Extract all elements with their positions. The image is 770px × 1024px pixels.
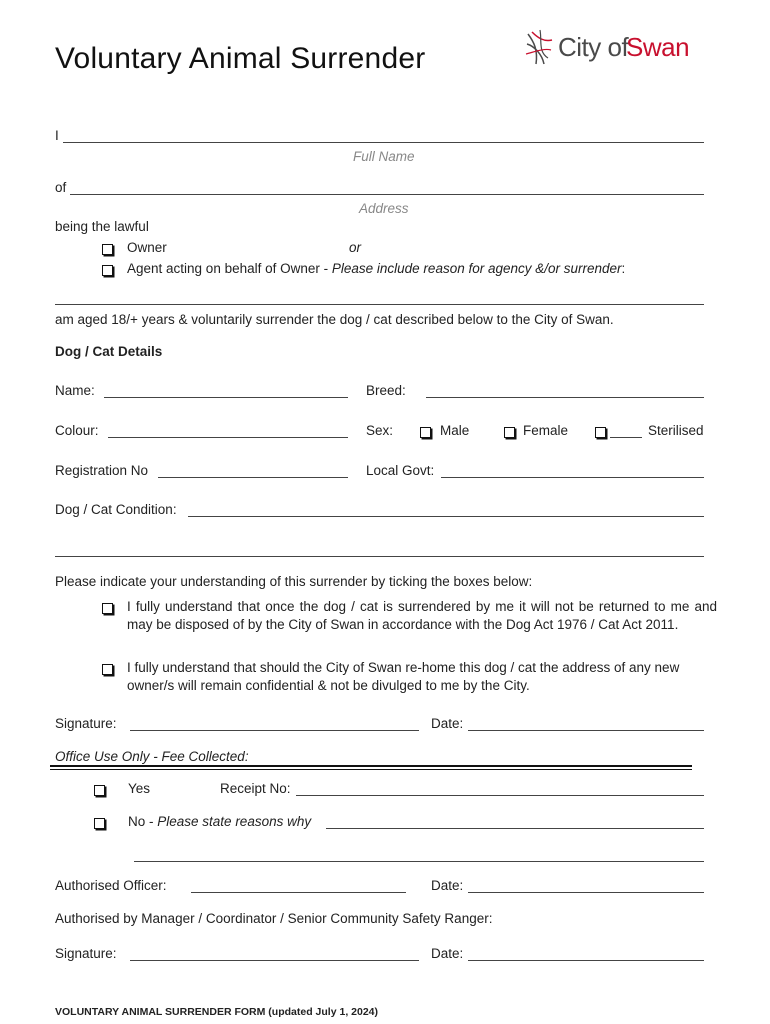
officer-label: Authorised Officer: (55, 878, 167, 893)
no-text: No - (128, 814, 158, 829)
yes-checkbox[interactable] (94, 785, 105, 796)
officer-field[interactable] (191, 892, 406, 893)
receipt-field[interactable] (296, 795, 704, 796)
address-caption: Address (359, 201, 409, 216)
details-heading: Dog / Cat Details (55, 344, 163, 359)
agent-label (127, 261, 625, 276)
sterilised-field[interactable] (610, 437, 642, 438)
name-field[interactable] (104, 397, 348, 398)
officer-date-label: Date: (431, 878, 464, 893)
no-label (128, 814, 311, 829)
understanding-item-2: I fully understand that should the City of Swan re-home this dog / cat the address of any new owner/s will remain confidential & not be divulged to me by the City. (127, 660, 680, 693)
understanding-checkbox-1[interactable] (102, 603, 113, 614)
male-checkbox[interactable] (420, 427, 431, 438)
condition-field[interactable] (188, 516, 704, 517)
date-field[interactable] (468, 730, 704, 731)
receipt-label: Receipt No: (220, 781, 291, 796)
address-field[interactable] (70, 194, 704, 195)
agency-reason-field[interactable] (55, 304, 704, 305)
or-text: or (349, 240, 362, 255)
prefix-i: I (55, 128, 59, 143)
signature-field[interactable] (130, 730, 419, 731)
manager-date-label: Date: (431, 946, 464, 961)
agent-label-text: Agent acting on behalf of Owner - (127, 261, 332, 276)
no-reason-field-2[interactable] (134, 861, 704, 862)
owner-label: Owner (127, 240, 167, 255)
registration-field[interactable] (158, 477, 348, 478)
page-title: Voluntary Animal Surrender (55, 42, 426, 75)
age-statement: am aged 18/+ years & voluntarily surrender the dog / cat described below to the City of Swan. (55, 312, 614, 327)
yes-label: Yes (128, 781, 151, 796)
registration-label: Registration No (55, 463, 149, 478)
officer-date-field[interactable] (468, 892, 704, 893)
full-name-caption: Full Name (353, 149, 415, 164)
manager-signature-label: Signature: (55, 946, 117, 961)
date-label: Date: (431, 716, 464, 731)
female-checkbox[interactable] (504, 427, 515, 438)
local-govt-field[interactable] (441, 477, 704, 478)
female-label: Female (523, 423, 569, 438)
prefix-of: of (55, 180, 67, 195)
name-label: Name: (55, 383, 95, 398)
manager-signature-field[interactable] (130, 960, 419, 961)
colour-label: Colour: (55, 423, 99, 438)
breed-field[interactable] (426, 397, 704, 398)
condition-label: Dog / Cat Condition: (55, 502, 177, 517)
footer-text: VOLUNTARY ANIMAL SURRENDER FORM (updated July 1, 2024) (55, 1006, 379, 1018)
agent-label-colon: : (621, 261, 626, 276)
understanding-item-1: I fully understand that once the dog / cat is surrendered by me it will not be returned to me and may be disposed of by the City of Swan in accordance with the Dog Act 1976 / Cat Act 2011. (127, 599, 717, 632)
full-name-field[interactable] (63, 142, 704, 143)
sterilised-label: Sterilised (648, 423, 704, 438)
manager-date-field[interactable] (468, 960, 704, 961)
owner-checkbox[interactable] (102, 244, 113, 255)
no-reason-field[interactable] (326, 828, 704, 829)
swan-logo-icon (524, 28, 554, 68)
local-govt-label: Local Govt: (366, 463, 435, 478)
signature-label: Signature: (55, 716, 117, 731)
understanding-intro: Please indicate your understanding of this surrender by ticking the boxes below: (55, 574, 533, 589)
agent-checkbox[interactable] (102, 265, 113, 276)
being-lawful-text: being the lawful (55, 219, 149, 234)
condition-field-2[interactable] (55, 556, 704, 557)
office-divider (50, 765, 692, 767)
agent-label-italic: Please include reason for agency &/or surrender (331, 261, 622, 276)
sterilised-checkbox[interactable] (595, 427, 606, 438)
logo-text-swan: Swan (626, 32, 690, 62)
understanding-checkbox-2[interactable] (102, 664, 113, 675)
sex-label: Sex: (366, 423, 394, 438)
breed-label: Breed: (366, 383, 406, 398)
no-checkbox[interactable] (94, 818, 105, 829)
colour-field[interactable] (108, 437, 348, 438)
male-label: Male (440, 423, 470, 438)
authorised-by-text: Authorised by Manager / Coordinator / Senior Community Safety Ranger: (55, 911, 493, 926)
office-divider-thin (50, 769, 692, 770)
no-reason-text: Please state reasons why (157, 814, 312, 829)
office-heading: Office Use Only - Fee Collected: (55, 749, 249, 764)
logo-text-city: City of (558, 32, 629, 62)
